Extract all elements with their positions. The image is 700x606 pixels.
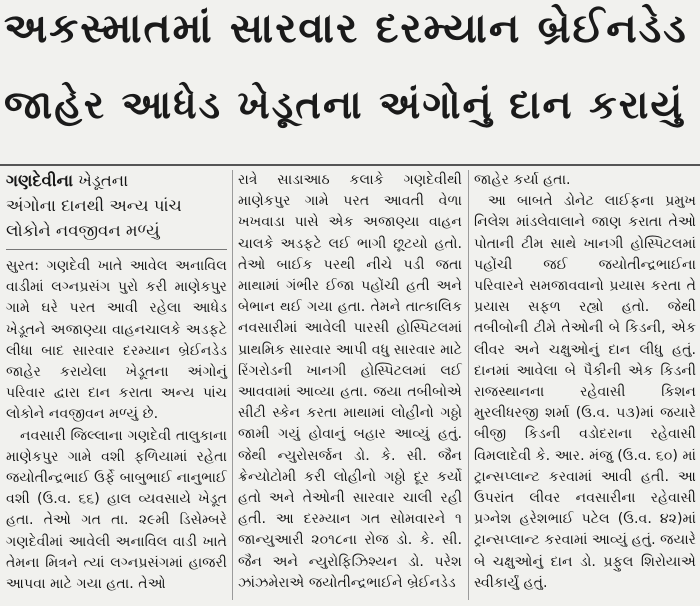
subheading-kicker: ગણદેવીના <box>6 171 73 190</box>
article-column-2 <box>238 170 462 594</box>
column-divider-2 <box>468 170 469 600</box>
article-column-3 <box>474 170 696 594</box>
column-1-paragraph-1: સુરત: ગણદેવી ખાતે આવેલ અનાવિલ વાડીમાં લગ્નપ્રસંગ પુરો કરી માણેકપુર ગામે ઘરે પરત આવી રહેલા આધેડ ખેડૂતને અજાણ્યા વાહનચાલકે અડફટે લીધા બાદ સારવાર દરમ્યાન બ્રેઈનડેડ જાહેર કરાયેલા ખેડૂતના અંગોનું પરિવાર દ્વારા દાન કરાતા અન્ય પાંચ લોકોને નવજીવન મળ્યું છે. <box>6 258 227 423</box>
column-3-paragraph-2: આ બાબતે ડોનેટ લાઈફના પ્રમુખ નિલેશ માંડલેવાલાને જાણ કરાતા તેઓ પોતાની ટીમ સાથે ખાનગી હોસ્પિટલમાં પહોંચી જઈ જયોતીન્દ્રભાઈના પરિવારને સમજાવવાનો પ્રયાસ કરતા તે પ્રયાસ સફળ રહ્યો હતો. જેથી તબીબોની ટીમે તેઓની બે કિડની, એક લીવર અને ચક્ષુઓનું દાન લીધુ હતું. દાનમાં આવેલા બે પૈકીની એક કિડની રાજસ્થાનના રહેવાસી કિશન મુરલીધરજી શર્મા (ઉ.વ. ૫૩)માં જયારે બીજી કિડની વડોદરાના રહેવાસી વિમલાદેવી કે. આર. મંજુ (ઉ.વ. ૬૦) માં ટ્રાન્સપ્લાન્ટ કરવામાં આવી હતી. આ ઉપરાંત લીવર નવસારીના રહેવાસી પ્રગ્નેશ હરેશભાઈ પટેલ (ઉ.વ. ૪૨)માં ટ્રાન્સપ્લાન્ટ કરવામાં આવ્યું હતું. જયારે બે ચક્ષુઓનું દાન ડો. પ્રફુલ શિરોયાએ સ્વીકાર્યું હતું. <box>474 193 696 591</box>
column-3-paragraph-1: જાહેર કર્યા હતા. <box>474 172 571 188</box>
headline-divider <box>0 164 700 166</box>
headline-line-2: જાહેર આધેડ ખેડૂતના અંગોનું દાન કરાયું <box>4 83 685 128</box>
subheading-line-2: અંગોના દાનથી અન્ય પાંચ <box>6 196 182 215</box>
headline-line-1: અકસ્માતમાં સારવાર દરમ્યાન બ્રેઈનડેડ <box>4 4 688 52</box>
column-1-paragraph-2: નવસારી જિલ્લાના ગણદેવી તાલુકાના માણેકપુર ગામે વશી ફળિયામાં રહેતા જયોતીન્દ્રભાઈ ઉર્ફે બાબુભાઈ નાનુભાઈ વશી (ઉ.વ. ૬૬) હાલ વ્યવસાયે ખેડૂત હતા. તેઓ ગત તા. ૨૯મી ડિસેમ્બરે ગણદેવીમાં આવેલી અનાવિલ વાડી ખાતે તેમના મિત્રને ત્યાં લગ્નપ્રસંગમાં હાજરી આપવા માટે ગયા હતા. તેઓ <box>6 427 227 593</box>
subheading-line-3: લોકોને નવજીવન મળ્યું <box>6 221 160 240</box>
subheading-divider <box>6 249 227 250</box>
column-2-paragraph-1: રાત્રે સાડાઆઠ કલાકે ગણદેવીથી માણેકપુર ગામે પરત આવતી વેળા ખખવાડા પાસે એક અજાણ્યા વાહન ચાલકે અડફટે લઈ ભાગી છૂટયો હતો. તેઓ બાઈક પરથી નીચે પડી જતા માથામાં ગંભીર ઈજા પહોંચી હતી અને બેભાન થઈ ગયા હતા. તેમને તાત્કાલિક નવસારીમાં આવેલી પારસી હોસ્પિટલમાં પ્રાથમિક સારવાર આપી વધુ સારવાર માટે રિંગરોડની ખાનગી હોસ્પિટલમાં લઈ આવવામાં આવ્યા હતા. જયા તબીબોએ સીટી સ્કેન કરતા માથામાં લોહીનો ગઠ્ઠો જામી ગયું હોવાનું બહાર આવ્યું હતું. જેથી ન્યુરોસર્જન ડો. કે. સી. જૈન ક્રેન્યોટોમી કરી લોહીનો ગઠ્ઠો દૂર કર્યો હતો અને તેઓની સારવાર ચાલી રહી હતી. આ દરમ્યાન ગત સોમવારને ૧ જાન્યુઆરી ૨૦૧૮ના રોજ ડો. કે. સી. જૈન અને ન્યુરોફિઝિશ્યન ડો. પરેશ ઝાંઝમેરાએ જયોતીન્દ્રભાઈને બ્રેઈનડેડ <box>238 172 462 591</box>
subheading <box>6 168 227 243</box>
article-column-1 <box>6 168 227 595</box>
subheading-line-1: ખેડૂતના <box>73 171 129 190</box>
column-divider-1 <box>232 170 233 600</box>
